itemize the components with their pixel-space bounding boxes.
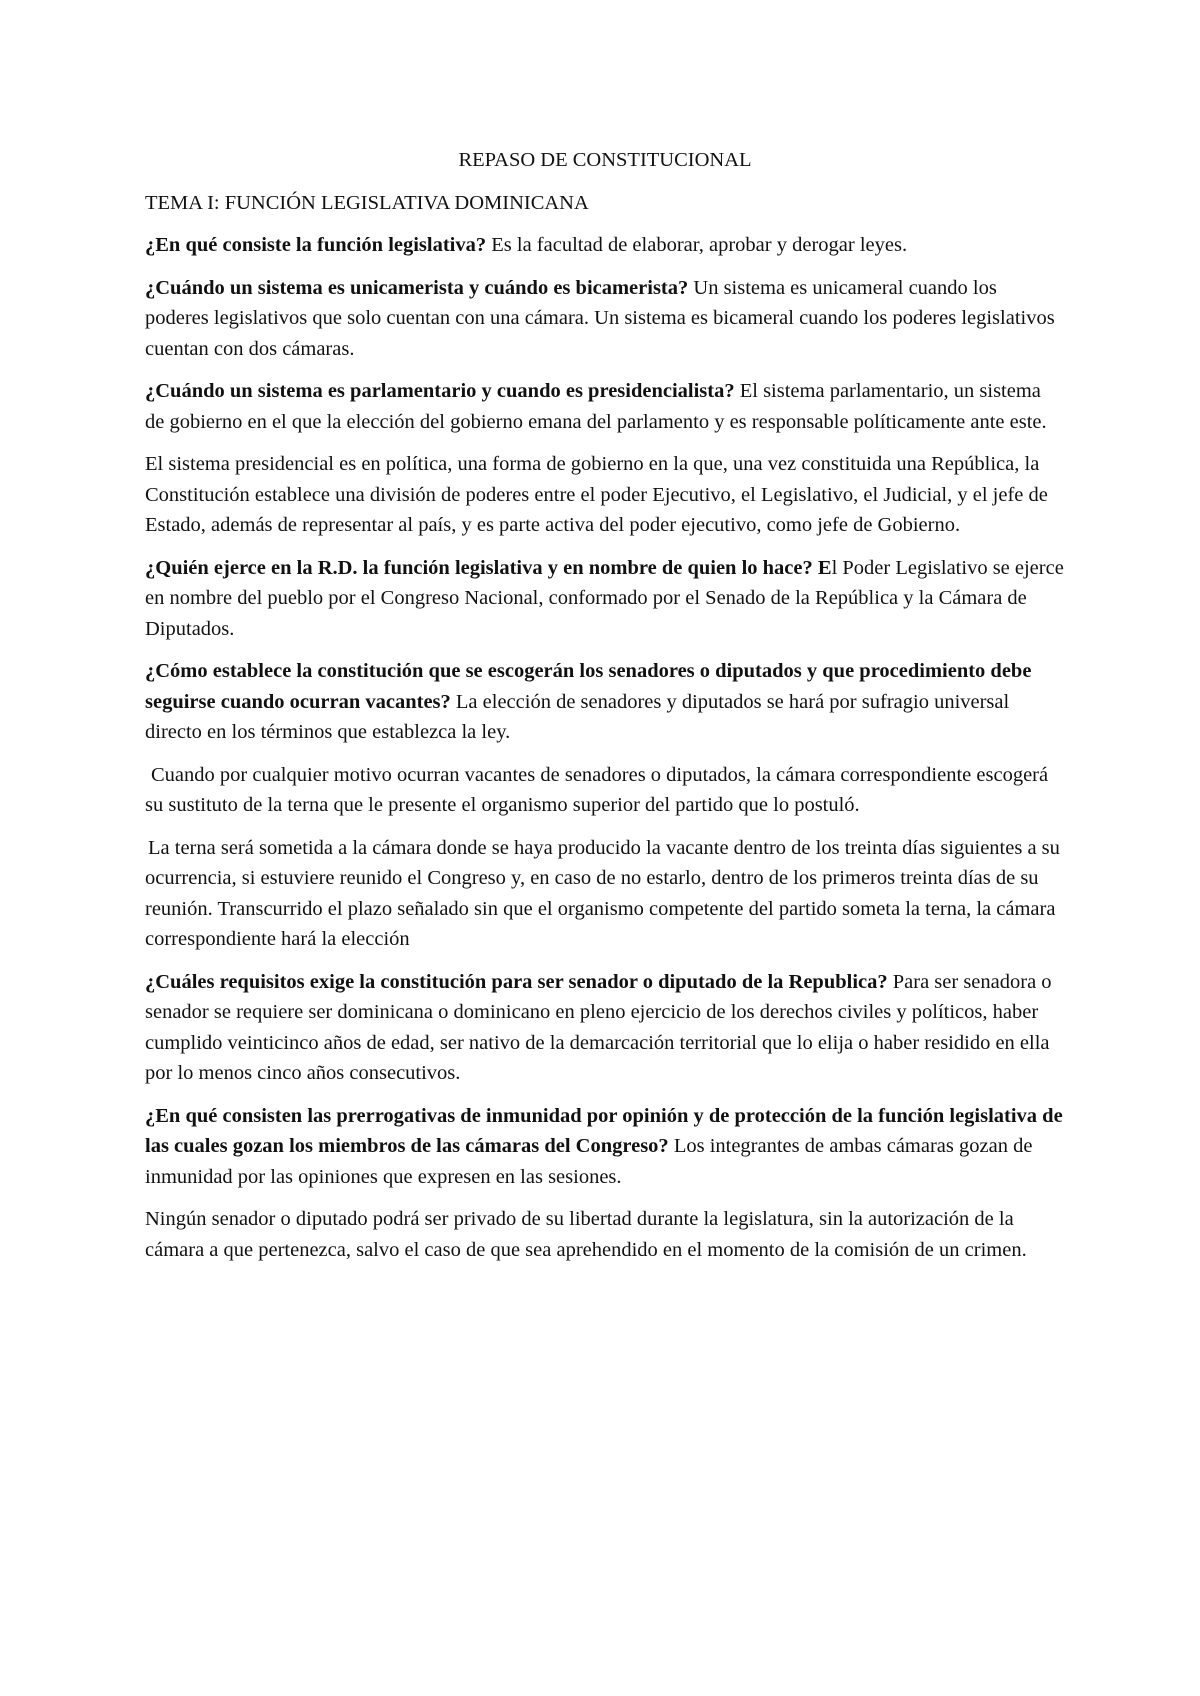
question-text: ¿En qué consisten las prerrogativas de inmunidad por opinión y de protección de la función legislativa de las cuales gozan los miembros de las cámaras del Congreso?: [145, 1104, 1063, 1157]
body-paragraph: Ningún senador o diputado podrá ser privado de su libertad durante la legislatura, sin la autorización de la cámara a que pertenezca, salvo el caso de que sea aprehendido en el momento de la comisión de un crimen.: [145, 1208, 1027, 1261]
qa-paragraph: [145, 273, 1065, 365]
question-text: ¿Quién ejerce en la R.D. la función legislativa y en nombre de quien lo hace? E: [145, 556, 832, 579]
qa-paragraph: [145, 553, 1065, 645]
qa-paragraph: [145, 376, 1065, 437]
question-text: ¿Cuándo un sistema es unicamerista y cuándo es bicamerista?: [145, 276, 689, 299]
question-text: ¿En qué consiste la función legislativa?: [145, 234, 487, 256]
answer-text: Un sistema es unicameral cuando los poderes legislativos que solo cuentan con una cámara. Un sistema es bicameral cuando los poderes legislativos cuentan con dos cámaras.: [145, 276, 1055, 360]
answer-text: El sistema parlamentario, un sistema de gobierno en el que la elección del gobierno emana del parlamento y es responsable políticamente ante este.: [145, 380, 1047, 433]
qa-paragraph: [145, 656, 1065, 748]
body-paragraph: El sistema presidencial es en política, una forma de gobierno en la que, una vez constituida una República, la Constitución establece una división de poderes entre el poder Ejecutivo, el Legislativo, el Judicial, y el jefe de Estado, además de representar al país, y es parte activa del poder ejecutivo, como jefe de Gobierno.: [145, 453, 1048, 536]
qa-paragraph: [145, 1101, 1065, 1193]
answer-text: Los integrantes de ambas cámaras gozan de inmunidad por las opiniones que expresen en las sesiones.: [145, 1135, 1033, 1188]
qa-paragraph: [145, 967, 1065, 1089]
answer-text: l Poder Legislativo se ejerce en nombre del pueblo por el Congreso Nacional, conformado por el Senado de la República y la Cámara de Diputados.: [145, 556, 1064, 640]
answer-text: Es la facultad de elaborar, aprobar y derogar leyes.: [486, 234, 908, 256]
document-subtitle: TEMA I: FUNCIÓN LEGISLATIVA DOMINICANA: [145, 191, 589, 214]
answer-text: La elección de senadores y diputados se hará por sufragio universal directo en los términos que establezca la ley.: [145, 690, 1010, 743]
question-text: ¿Cuáles requisitos exige la constitución para ser senador o diputado de la Republica?: [145, 970, 888, 993]
answer-text: Para ser senadora o senador se requiere ser dominicana o dominicano en pleno ejercicio de los derechos civiles y políticos, haber cumplido veinticinco años de edad, ser nativo de la demarcación territorial que lo elija o haber residido en ella por lo menos cinco años consecutivos.: [145, 970, 1052, 1084]
body-paragraph: La terna será sometida a la cámara donde se haya producido la vacante dentro de los treinta días siguientes a su ocurrencia, si estuviere reunido el Congreso y, en caso de no estarlo, dentro de los primeros treinta días de su reunión. Transcurrido el plazo señalado sin que el organismo competente del partido someta la terna, la cámara correspondiente hará la elección: [145, 836, 1060, 950]
question-text: ¿Cómo establece la constitución que se escogerán los senadores o diputados y que procedimiento debe seguirse cuando ocurran vacantes?: [145, 660, 1032, 713]
document-title: REPASO DE CONSTITUCIONAL: [458, 149, 752, 171]
qa-paragraph: [145, 230, 1065, 261]
document-page: [145, 145, 1065, 1277]
body-paragraph: Cuando por cualquier motivo ocurran vacantes de senadores o diputados, la cámara correspondiente escogerá su sustituto de la terna que le presente el organismo superior del partido que lo postuló.: [145, 763, 1049, 816]
question-text: ¿Cuándo un sistema es parlamentario y cuando es presidencialista?: [145, 380, 735, 402]
